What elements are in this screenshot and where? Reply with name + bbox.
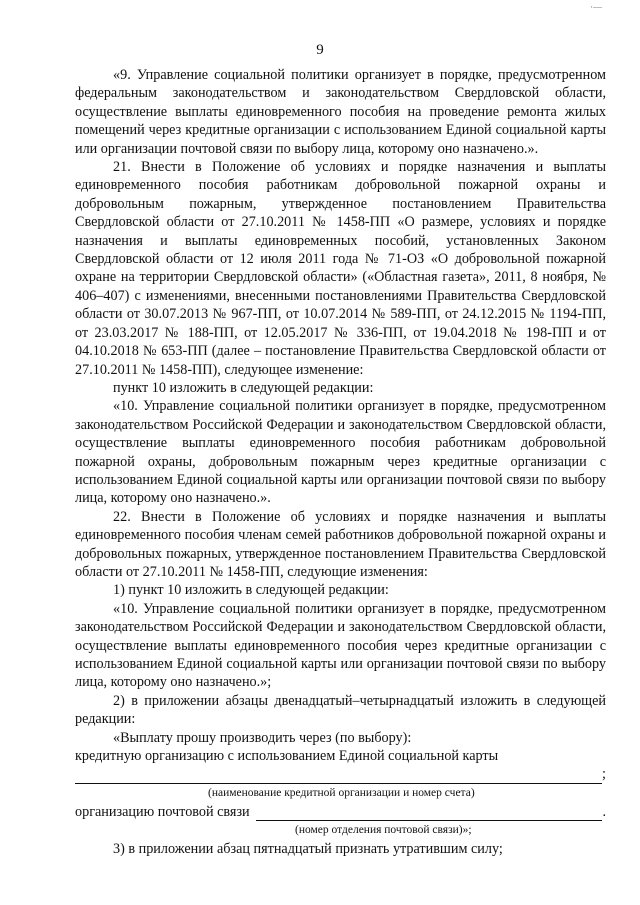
form-row-post-office xyxy=(75,803,606,821)
form-caption-credit-org: (наименование кредитной организации и номер счета) xyxy=(208,786,475,799)
paragraph-section-22-point-3: 3) в приложении абзац пятнадцатый признать утратившим силу; xyxy=(113,841,503,858)
form-caption-post-office: (номер отделения почтовой связи)»; xyxy=(295,824,472,837)
paragraph-item-10-quote: «10. Управление социальной политики организует в порядке, предусмотренном законодательством Российской Федерации и законодательством Свердловской области, осуществление выплаты единовременного пособия работникам добровольной пожарной охраны, добровольным пожарным через кредитные организации с использованием Единой социальной карты или организации почтовой связи по выбору лица, которому оно назначено.». xyxy=(75,398,606,507)
form-line-credit-org: кредитную организацию с использованием Единой социальной карты xyxy=(75,748,499,765)
form-blank-line xyxy=(256,806,603,821)
document-body xyxy=(75,66,606,859)
paragraph-section-22: 22. Внести в Положение об условиях и порядке назначения и выплаты единовременного пособия членам семей работников добровольной пожарной охраны и добровольных пожарных, утвержденное постановлением Правительства Свердловской области от 27.10.2011 № 1458-ПП, следующие изменения: xyxy=(75,508,606,580)
form-label-post-office: организацию почтовой связи xyxy=(75,803,250,820)
paragraph-section-21-instruction: пункт 10 изложить в следующей редакции: xyxy=(113,379,374,396)
form-blank-line xyxy=(75,769,602,784)
paragraph-item-9-quote: «9. Управление социальной политики организует в порядке, предусмотренном федеральным законодательством и законодательством Свердловской области, осуществление выплаты единовременного пособия на проведение ремонта жилых помещений через кредитные организации с использованием Единой социальной карты или организации почтовой связи по выбору лица, которому оно назначено.». xyxy=(75,67,606,157)
paragraph-section-21: 21. Внести в Положение об условиях и порядке назначения и выплаты единовременного пособия работникам добровольной пожарной охраны и добровольным пожарным, утвержденное постановлением Правительства Свердловской области от 27.10.2011 № 1458-ПП «О размере, условиях и порядке назначения и выплаты единовременных пособий, установленных Законом Свердловской области от 12 июля 2011 года № 71-ОЗ «О добровольной пожарной охране на территории Свердловской области» («Областная газета», 2011, 8 ноября, № 406–407) с изменениями, внесенными постановлениями Правительства Свердловской области от 30.07.2013 № 967-ПП, от 10.07.2014 № 589-ПП, от 24.12.2015 № 1194-ПП, от 23.03.2017 № 188-ПП, от 12.05.2017 № 336-ПП, от 19.04.2018 № 198-ПП и от 04.10.2018 № 653-ПП (далее – постановление Правительства Свердловской области от 27.10.2011 № 1458-ПП), следующее изменение: xyxy=(75,159,606,378)
form-line-end: . xyxy=(602,803,606,820)
form-line-end: ; xyxy=(602,766,606,783)
paragraph-item-10-quote-2: «10. Управление социальной политики организует в порядке, предусмотренном законодательством Российской Федерации и законодательством Свердловской области, осуществление выплаты единовременного пособия через кредитные организации с использованием Единой социальной карты или организации почтовой связи по выбору лица, которому оно назначено.»; xyxy=(75,600,606,691)
form-blank-row-credit-org xyxy=(75,765,606,783)
paragraph-section-22-point-2: 2) в приложении абзацы двенадцатый–четырнадцатый изложить в следующей редакции: xyxy=(75,692,606,728)
paragraph-payment-request: «Выплату прошу производить через (по выбору): xyxy=(113,729,412,746)
paragraph-section-22-point-1: 1) пункт 10 изложить в следующей редакции: xyxy=(113,582,389,599)
page-number: 9 xyxy=(316,42,324,58)
scan-edge-mark: ·— xyxy=(590,2,602,12)
